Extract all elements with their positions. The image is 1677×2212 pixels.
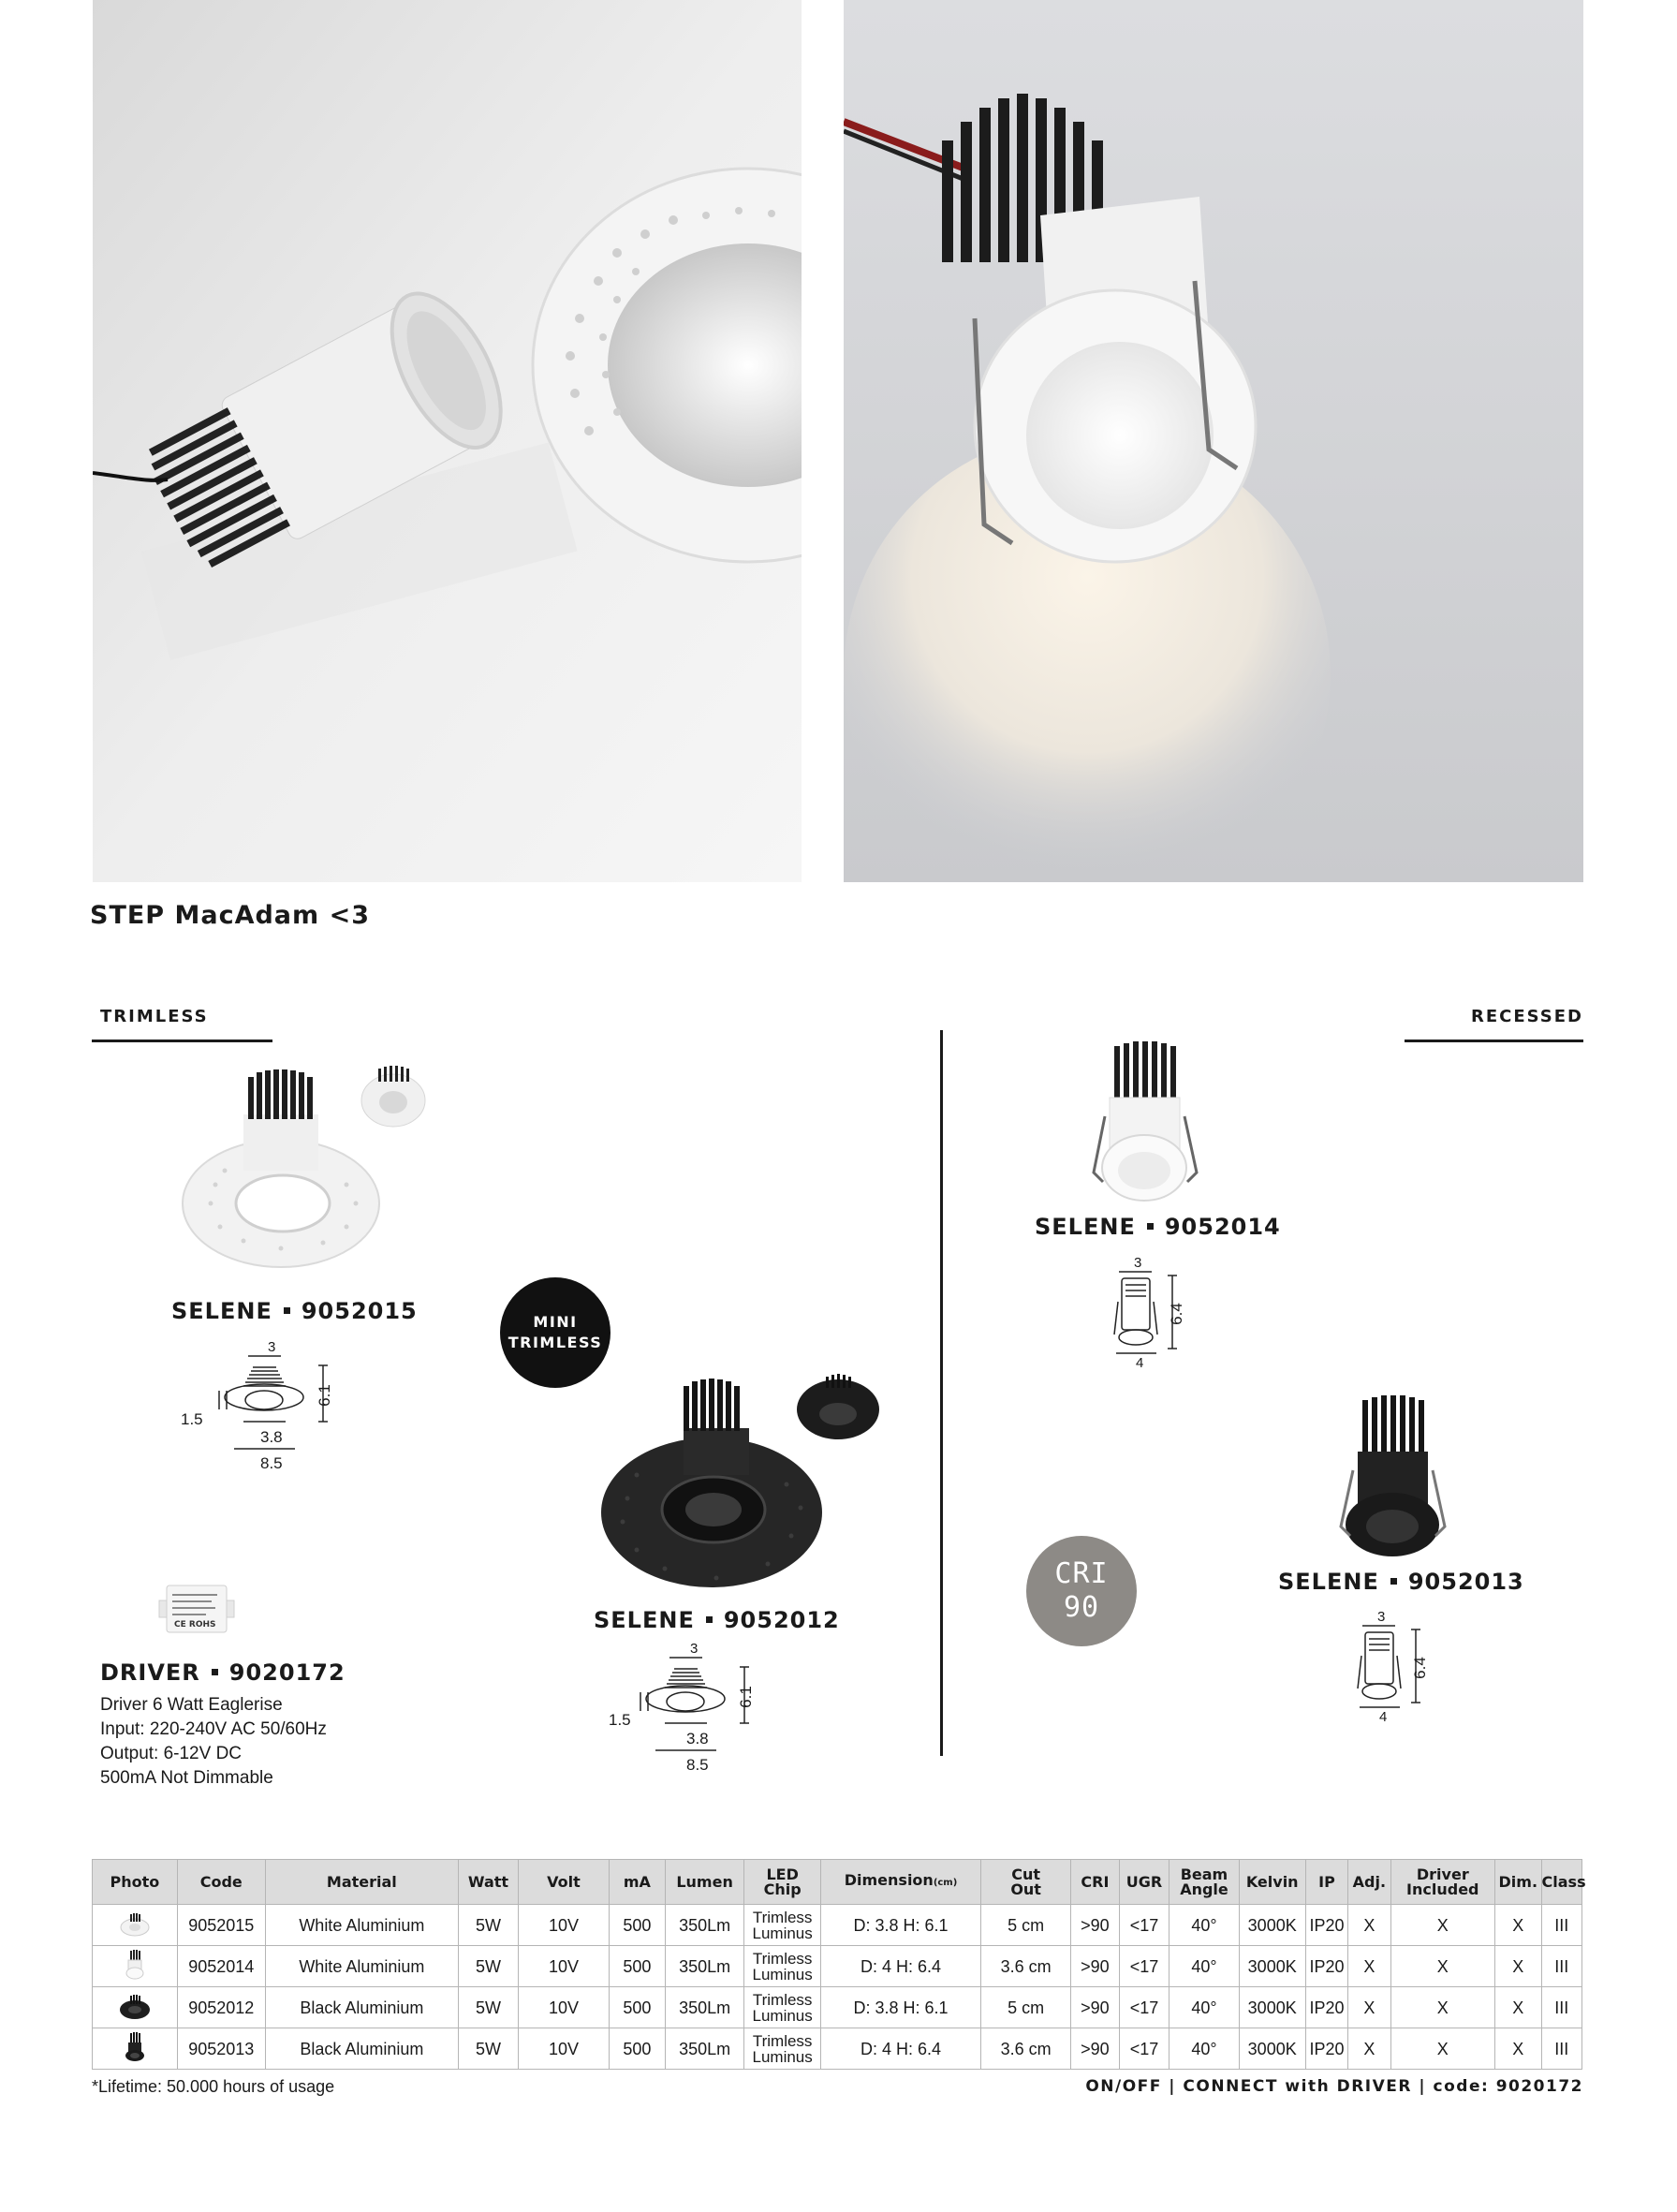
cell-ma: 500 xyxy=(609,2028,665,2070)
product-title-9052012 xyxy=(594,1607,840,1633)
badge-line-2: 90 xyxy=(1063,1591,1100,1624)
product-code: 9052012 xyxy=(723,1607,840,1633)
cell-class: III xyxy=(1541,2028,1581,2070)
page-heading: STEP MacAdam <3 xyxy=(90,901,370,930)
col-kelvin: Kelvin xyxy=(1239,1860,1305,1905)
cri-badge xyxy=(1026,1536,1137,1646)
col-cri: CRI xyxy=(1071,1860,1120,1905)
col-class: Class xyxy=(1541,1860,1581,1905)
cell-lumen: 350Lm xyxy=(665,1987,744,2028)
col-code: Code xyxy=(177,1860,265,1905)
col-lumen: Lumen xyxy=(665,1860,744,1905)
product-image-9052012 xyxy=(599,1367,880,1592)
col-photo: Photo xyxy=(93,1860,178,1905)
dim-height: 6.1 xyxy=(736,1686,755,1708)
cell-led-chip xyxy=(744,1946,821,1987)
col-beam-angle xyxy=(1169,1860,1239,1905)
dim-height: 6.4 xyxy=(1410,1657,1429,1679)
product-code: 9052013 xyxy=(1407,1569,1524,1595)
dim-top: 3 xyxy=(1377,1609,1386,1625)
cell-ma: 500 xyxy=(609,1946,665,1987)
header-line: Beam xyxy=(1180,1865,1228,1883)
col-driver-included xyxy=(1390,1860,1494,1905)
cell-adj: X xyxy=(1348,1987,1390,2028)
cell-cri: >90 xyxy=(1071,1946,1120,1987)
cell-ip: IP20 xyxy=(1305,1946,1347,1987)
cell-adj: X xyxy=(1348,1905,1390,1946)
cell-driver: X xyxy=(1390,1946,1494,1987)
dim-inner: 3.8 xyxy=(686,1730,709,1747)
cell-beam: 40° xyxy=(1169,1987,1239,2028)
dim-bottom: 4 xyxy=(1133,1355,1146,1371)
cell-dimension: D: 3.8 H: 6.1 xyxy=(820,1905,980,1946)
cell-volt: 10V xyxy=(518,1946,609,1987)
cell-led-chip xyxy=(744,2028,821,2070)
driver-line: Driver 6 Watt Eaglerise xyxy=(100,1695,283,1715)
badge-line-1: MINI xyxy=(533,1313,578,1331)
dim-top: 3 xyxy=(1134,1255,1142,1271)
cell-led-chip xyxy=(744,1905,821,1946)
cell-material: Black Aluminium xyxy=(265,1987,458,2028)
product-name: SELENE xyxy=(171,1298,272,1324)
cell-volt: 10V xyxy=(518,1905,609,1946)
header-line: Chip xyxy=(763,1880,802,1898)
chip-line: Luminus xyxy=(752,2047,813,2066)
driver-name: DRIVER xyxy=(100,1659,200,1686)
product-code: 9052015 xyxy=(301,1298,418,1324)
cell-kelvin: 3000K xyxy=(1239,1905,1305,1946)
cell-code: 9052013 xyxy=(177,2028,265,2070)
dim-outer: 8.5 xyxy=(260,1454,283,1472)
header-line: Dimension xyxy=(844,1871,934,1889)
header-line: Included xyxy=(1406,1880,1479,1898)
cell-volt: 10V xyxy=(518,2028,609,2070)
header-line: LED xyxy=(766,1865,799,1883)
cell-cri: >90 xyxy=(1071,1987,1120,2028)
badge-line-1: CRI xyxy=(1054,1557,1109,1590)
col-led-chip xyxy=(744,1860,821,1905)
product-name: SELENE xyxy=(594,1607,695,1633)
section-divider xyxy=(940,1030,943,1756)
cell-cri: >90 xyxy=(1071,1905,1120,1946)
title-separator xyxy=(212,1669,218,1675)
table-row xyxy=(93,2028,1582,2070)
hero-photo-trimless xyxy=(93,0,802,882)
cell-class: III xyxy=(1541,1946,1581,1987)
cell-ip: IP20 xyxy=(1305,1987,1347,2028)
cell-code: 9052014 xyxy=(177,1946,265,1987)
product-name: SELENE xyxy=(1035,1214,1136,1240)
cell-kelvin: 3000K xyxy=(1239,2028,1305,2070)
cell-ip: IP20 xyxy=(1305,2028,1347,2070)
cell-ugr: <17 xyxy=(1119,1987,1169,2028)
trimless-section-label: TRIMLESS xyxy=(100,1007,209,1026)
col-ip: IP xyxy=(1305,1860,1347,1905)
product-title-9052013 xyxy=(1278,1569,1524,1595)
driver-description xyxy=(100,1693,327,1791)
cell-beam: 40° xyxy=(1169,2028,1239,2070)
cell-kelvin: 3000K xyxy=(1239,1946,1305,1987)
mini-trimless-badge xyxy=(500,1277,610,1388)
dim-height: 6.1 xyxy=(315,1384,333,1407)
hero-photo-recessed xyxy=(844,0,1583,882)
cell-cut-out: 5 cm xyxy=(981,1905,1071,1946)
col-ma: mA xyxy=(609,1860,665,1905)
col-dim: Dim. xyxy=(1495,1860,1542,1905)
header-line: Driver xyxy=(1416,1865,1469,1883)
col-dimension xyxy=(820,1860,980,1905)
header-line: Angle xyxy=(1180,1880,1228,1898)
cell-lumen: 350Lm xyxy=(665,1946,744,1987)
cell-material: Black Aluminium xyxy=(265,2028,458,2070)
white-trimless-icon xyxy=(118,1907,152,1940)
product-code: 9052014 xyxy=(1164,1214,1281,1240)
chip-line: Luminus xyxy=(752,1924,813,1942)
col-material: Material xyxy=(265,1860,458,1905)
driver-line: 500mA Not Dimmable xyxy=(100,1768,273,1788)
cell-watt: 5W xyxy=(459,1987,519,2028)
cell-driver: X xyxy=(1390,1905,1494,1946)
cell-lumen: 350Lm xyxy=(665,2028,744,2070)
chip-line: Luminus xyxy=(752,2006,813,2025)
dim-top: 3 xyxy=(690,1641,699,1657)
cell-ugr: <17 xyxy=(1119,1905,1169,1946)
product-title-9052015 xyxy=(171,1298,418,1324)
cell-volt: 10V xyxy=(518,1987,609,2028)
cell-watt: 5W xyxy=(459,1905,519,1946)
lifetime-footnote: *Lifetime: 50.000 hours of usage xyxy=(92,2077,335,2096)
product-image-9052013 xyxy=(1330,1395,1451,1564)
cell-class: III xyxy=(1541,1987,1581,2028)
dim-outer: 8.5 xyxy=(686,1756,709,1774)
header-line: Cut xyxy=(1011,1865,1041,1883)
cell-cut-out: 3.6 cm xyxy=(981,1946,1071,1987)
table-header-row xyxy=(93,1860,1582,1905)
connect-note: ON/OFF | CONNECT with DRIVER | code: 9020172 xyxy=(1085,2077,1583,2096)
driver-title xyxy=(100,1659,346,1686)
cell-photo xyxy=(93,2028,178,2070)
col-ugr: UGR xyxy=(1119,1860,1169,1905)
cell-dim: X xyxy=(1495,1905,1542,1946)
cell-ugr: <17 xyxy=(1119,1946,1169,1987)
title-separator xyxy=(284,1307,290,1314)
dim-height: 6.4 xyxy=(1167,1303,1185,1325)
header-unit: (cm) xyxy=(933,1878,958,1888)
recessed-underline xyxy=(1405,1040,1583,1042)
chip-line: Trimless xyxy=(752,1949,813,1968)
dimension-drawing-9052012 xyxy=(599,1641,768,1777)
cell-led-chip xyxy=(744,1987,821,2028)
title-separator xyxy=(1147,1223,1154,1230)
black-trimless-icon xyxy=(118,1989,152,2023)
col-adj: Adj. xyxy=(1348,1860,1390,1905)
cell-cri: >90 xyxy=(1071,2028,1120,2070)
col-volt: Volt xyxy=(518,1860,609,1905)
col-watt: Watt xyxy=(459,1860,519,1905)
recessed-section-label: RECESSED xyxy=(1470,1007,1583,1026)
title-separator xyxy=(1390,1578,1397,1585)
chip-line: Luminus xyxy=(752,1965,813,1983)
cell-ma: 500 xyxy=(609,1987,665,2028)
cell-photo xyxy=(93,1946,178,1987)
svg-text:CE ROHS: CE ROHS xyxy=(174,1620,216,1630)
product-image-9052015 xyxy=(178,1063,449,1269)
cell-ugr: <17 xyxy=(1119,2028,1169,2070)
cell-kelvin: 3000K xyxy=(1239,1987,1305,2028)
cell-ip: IP20 xyxy=(1305,1905,1347,1946)
cell-adj: X xyxy=(1348,2028,1390,2070)
table-row xyxy=(93,1987,1582,2028)
cell-photo xyxy=(93,1905,178,1946)
chip-line: Trimless xyxy=(752,1990,813,2009)
driver-code: 9020172 xyxy=(228,1659,346,1686)
cell-photo xyxy=(93,1987,178,2028)
cell-cut-out: 5 cm xyxy=(981,1987,1071,2028)
driver-image xyxy=(150,1578,243,1644)
cell-dim: X xyxy=(1495,1946,1542,1987)
cell-dimension: D: 3.8 H: 6.1 xyxy=(820,1987,980,2028)
product-image-9052014 xyxy=(1086,1041,1203,1210)
cell-class: III xyxy=(1541,1905,1581,1946)
cell-driver: X xyxy=(1390,1987,1494,2028)
dim-top: 3 xyxy=(268,1339,276,1355)
cell-driver: X xyxy=(1390,2028,1494,2070)
cell-cut-out: 3.6 cm xyxy=(981,2028,1071,2070)
spec-table xyxy=(92,1859,1586,2070)
dim-trim: 1.5 xyxy=(609,1711,631,1729)
cell-code: 9052015 xyxy=(177,1905,265,1946)
product-title-9052014 xyxy=(1035,1214,1281,1240)
title-separator xyxy=(706,1616,713,1623)
chip-line: Trimless xyxy=(752,1908,813,1926)
cell-lumen: 350Lm xyxy=(665,1905,744,1946)
product-name: SELENE xyxy=(1278,1569,1379,1595)
cell-material: White Aluminium xyxy=(265,1946,458,1987)
table-row xyxy=(93,1946,1582,1987)
cell-ma: 500 xyxy=(609,1905,665,1946)
cell-watt: 5W xyxy=(459,1946,519,1987)
cell-dimension: D: 4 H: 6.4 xyxy=(820,1946,980,1987)
driver-line: Input: 220-240V AC 50/60Hz xyxy=(100,1719,327,1739)
dim-inner: 3.8 xyxy=(260,1428,283,1446)
cell-beam: 40° xyxy=(1169,1905,1239,1946)
cell-code: 9052012 xyxy=(177,1987,265,2028)
badge-line-2: TRIMLESS xyxy=(508,1334,603,1351)
cell-dimension: D: 4 H: 6.4 xyxy=(820,2028,980,2070)
driver-line: Output: 6-12V DC xyxy=(100,1744,243,1763)
col-cut-out xyxy=(981,1860,1071,1905)
trimless-underline xyxy=(92,1040,272,1042)
header-line: Out xyxy=(1010,1880,1041,1898)
cell-beam: 40° xyxy=(1169,1946,1239,1987)
chip-line: Trimless xyxy=(752,2031,813,2050)
cell-watt: 5W xyxy=(459,2028,519,2070)
cell-adj: X xyxy=(1348,1946,1390,1987)
dim-trim: 1.5 xyxy=(181,1410,203,1428)
white-recessed-icon xyxy=(118,1948,152,1982)
black-recessed-icon xyxy=(118,2030,152,2064)
cell-dim: X xyxy=(1495,2028,1542,2070)
dim-bottom: 4 xyxy=(1376,1709,1390,1725)
table-row xyxy=(93,1905,1582,1946)
cell-material: White Aluminium xyxy=(265,1905,458,1946)
cell-dim: X xyxy=(1495,1987,1542,2028)
